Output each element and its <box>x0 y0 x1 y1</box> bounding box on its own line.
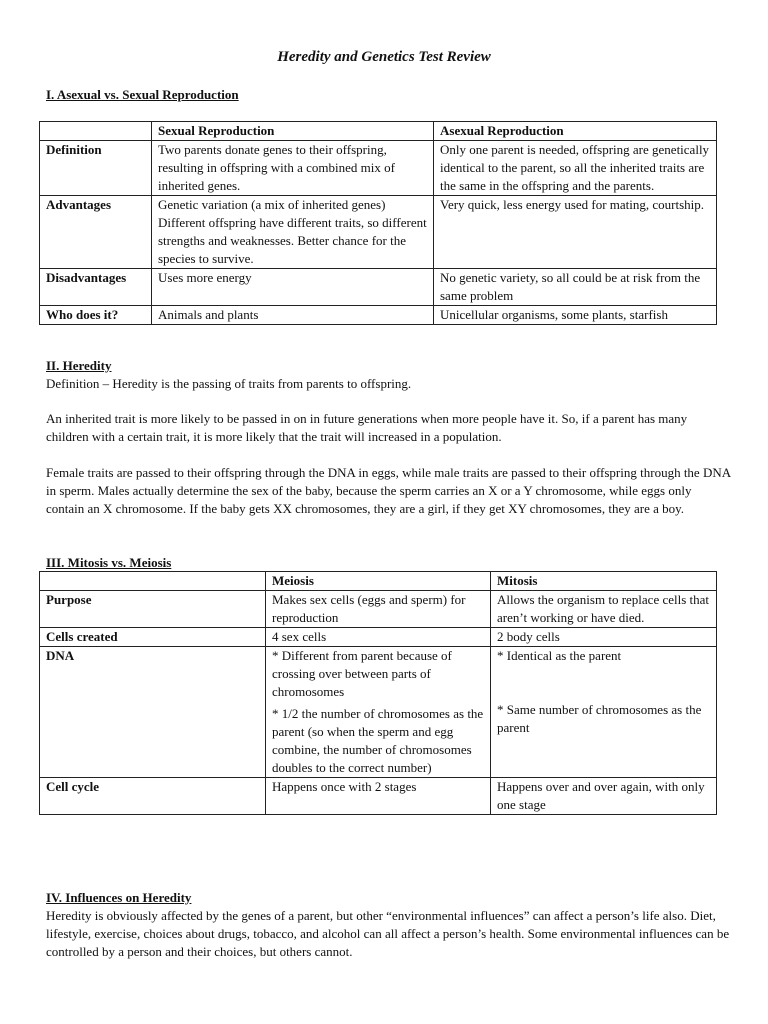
table-cell: 4 sex cells <box>266 628 491 647</box>
column-header: Asexual Reproduction <box>434 122 717 141</box>
table-header-row <box>40 572 717 591</box>
section-heading-mitosis-meiosis: III. Mitosis vs. Meiosis <box>46 555 172 570</box>
table-header-row <box>40 122 717 141</box>
table-cell: Genetic variation (a mix of inherited genes) Different offspring have different traits, so different strengths and weaknesses. Better chance for the species to survive. <box>152 196 434 269</box>
table-cell: 2 body cells <box>491 628 717 647</box>
table-cell: Animals and plants <box>152 306 434 325</box>
table-row <box>40 269 717 306</box>
heredity-paragraph: An inherited trait is more likely to be passed in on in future generations when more people have it. So, if a parent has many children with a certain trait, it is more likely that the trait will increased in a population. <box>46 411 688 444</box>
document-title: Heredity and Genetics Test Review <box>277 49 491 65</box>
table-cell <box>266 647 491 778</box>
row-header: Advantages <box>40 196 152 269</box>
table-cell: Two parents donate genes to their offspring, resulting in offspring with a combined mix of inherited genes. <box>152 141 434 196</box>
row-header: Cells created <box>40 628 266 647</box>
table-row <box>40 141 717 196</box>
column-header: Sexual Reproduction <box>152 122 434 141</box>
row-header: Disadvantages <box>40 269 152 306</box>
table-row <box>40 591 717 628</box>
table-cell: Unicellular organisms, some plants, starfish <box>434 306 717 325</box>
dna-meiosis-point: * Different from parent because of crossing over between parts of chromosomes <box>272 648 452 699</box>
table-cell: Happens once with 2 stages <box>266 778 491 815</box>
section-heading-influences: IV. Influences on Heredity <box>46 890 192 905</box>
row-header: Definition <box>40 141 152 196</box>
table-corner-cell <box>40 572 266 591</box>
table-cell: No genetic variety, so all could be at risk from the same problem <box>434 269 717 306</box>
influences-paragraph: Heredity is obviously affected by the genes of a parent, but other “environmental influences” can affect a person’s life also. Diet, lifestyle, exercise, choices about drugs, tobacco, and alcohol can all affect a person’s health. Some environmental influences can be controlled by a person and their choices, but others cannot. <box>46 908 730 959</box>
section-heading-reproduction: I. Asexual vs. Sexual Reproduction <box>46 87 239 102</box>
table-row <box>40 196 717 269</box>
section-heading-heredity: II. Heredity <box>46 358 112 373</box>
row-header: Who does it? <box>40 306 152 325</box>
column-header: Mitosis <box>491 572 717 591</box>
table-row <box>40 778 717 815</box>
table-cell: Only one parent is needed, offspring are genetically identical to the parent, so all the inherited traits are the same in the offspring and the parents. <box>434 141 717 196</box>
table-cell: Very quick, less energy used for mating, courtship. <box>434 196 717 269</box>
table-row <box>40 628 717 647</box>
table-cell: Uses more energy <box>152 269 434 306</box>
heredity-definition: Definition – Heredity is the passing of traits from parents to offspring. <box>46 376 412 391</box>
table-row <box>40 306 717 325</box>
dna-mitosis-point: * Identical as the parent <box>497 648 622 663</box>
table-corner-cell <box>40 122 152 141</box>
table-cell <box>491 647 717 778</box>
column-header: Meiosis <box>266 572 491 591</box>
table-cell: Makes sex cells (eggs and sperm) for reproduction <box>266 591 491 628</box>
row-header: DNA <box>40 647 266 778</box>
dna-mitosis-point: * Same number of chromosomes as the parent <box>497 702 702 735</box>
mitosis-meiosis-table <box>39 571 717 815</box>
reproduction-table <box>39 121 717 325</box>
row-header: Purpose <box>40 591 266 628</box>
heredity-paragraph: Female traits are passed to their offspring through the DNA in eggs, while male traits are passed to their offspring through the DNA in sperm. Males actually determine the sex of the baby, because the sperm carries an X or a Y chromosome, while eggs only contain an X chromosome. If the baby gets XX chromosomes, they are a girl, if they get XY chromosomes, they are a boy. <box>46 465 731 516</box>
table-cell: Allows the organism to replace cells that aren’t working or have died. <box>491 591 717 628</box>
row-header: Cell cycle <box>40 778 266 815</box>
table-cell: Happens over and over again, with only one stage <box>491 778 717 815</box>
dna-meiosis-point: * 1/2 the number of chromosomes as the parent (so when the sperm and egg combine, the number of chromosomes doubles to the correct number) <box>272 706 484 775</box>
table-row <box>40 647 717 778</box>
